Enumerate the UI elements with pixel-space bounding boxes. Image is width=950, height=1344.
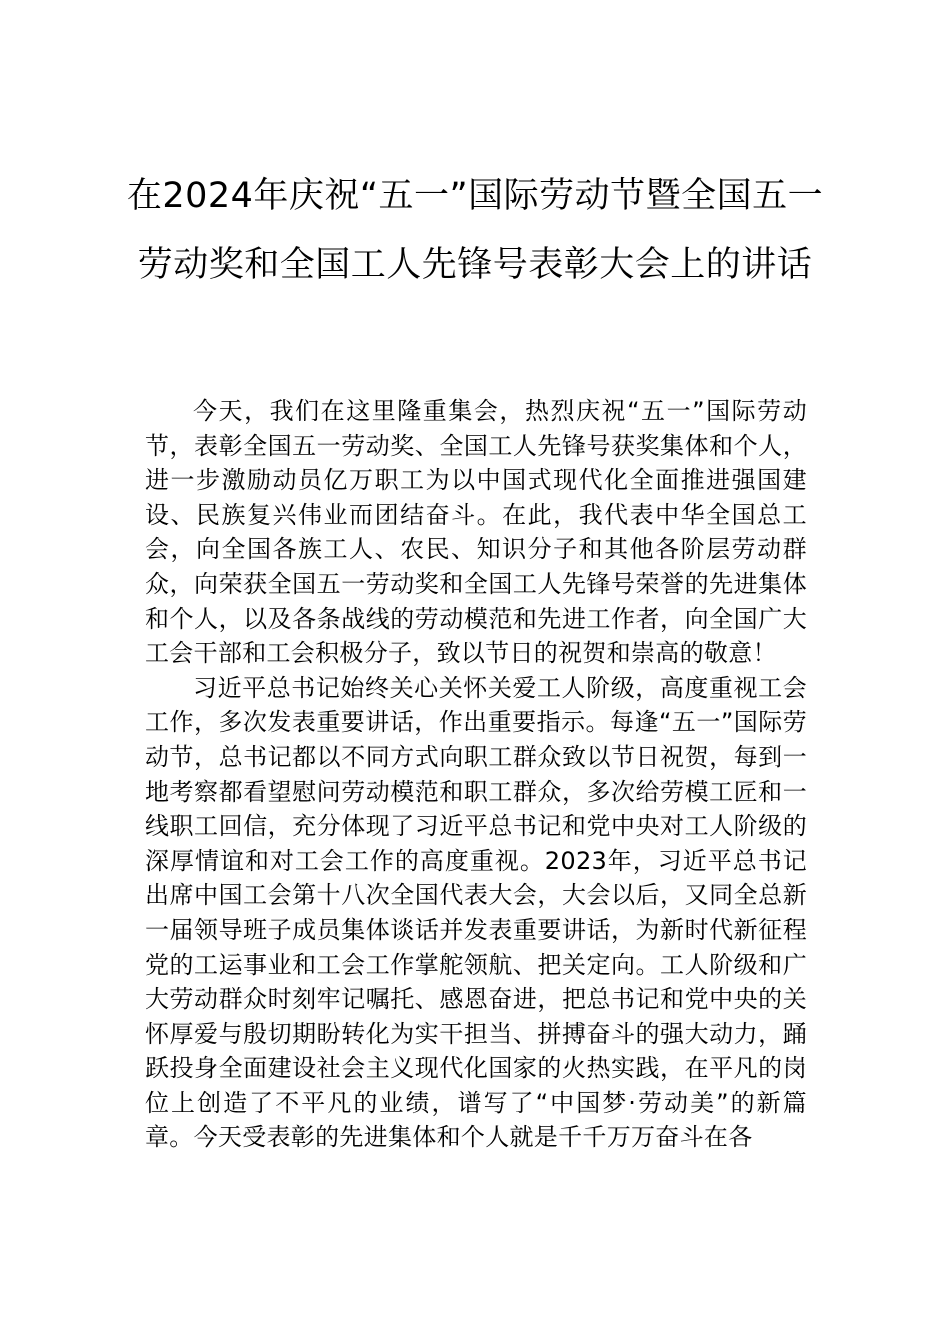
paragraph: 今天，我们在这里隆重集会，热烈庆祝“五一”国际劳动节，表彰全国五一劳动奖、全国工人先锋号获奖集体和个人，进一步激励动员亿万职工为以中国式现代化全面推进强国建设、民族复兴伟业而团结奋斗。在此，我代表中华全国总工会，向全国各族工人、农民、知识分子和其他各阶层劳动群众，向荣获全国五一劳动奖和全国工人先锋号荣誉的先进集体和个人，以及各条战线的劳动模范和先进工作者，向全国广大工会干部和工会积极分子，致以节日的祝贺和崇高的敬意！ bbox=[145, 397, 807, 668]
document-body bbox=[145, 394, 807, 1155]
paragraph: 习近平总书记始终关心关怀关爱工人阶级，高度重视工会工作，多次发表重要讲话，作出重要指示。每逢“五一”国际劳动节，总书记都以不同方式向职工群众致以节日祝贺，每到一地考察都看望慰问劳动模范和职工群众，多次给劳模工匠和一线职工回信，充分体现了习近平总书记和党中央对工人阶级的深厚情谊和对工会工作的高度重视。2023年，习近平总书记出席中国工会第十八次全国代表大会，大会以后，又同全总新一届领导班子成员集体谈话并发表重要讲话，为新时代新征程党的工运事业和工会工作掌舵领航、把关定向。工人阶级和广大劳动群众时刻牢记嘱托、感恩奋进，把总书记和党中央的关怀厚爱与殷切期盼转化为实干担当、拼搏奋斗的强大动力，踊跃投身全面建设社会主义现代化国家的火热实践，在平凡的岗位上创造了不平凡的业绩，谱写了“中国梦·劳动美”的新篇章。今天受表彰的先进集体和个人就是千千万万奋斗在各 bbox=[145, 673, 807, 1152]
document-title: 在2024年庆祝“五一”国际劳动节暨全国五一劳动奖和全国工人先锋号表彰大会上的讲话 bbox=[126, 176, 824, 285]
